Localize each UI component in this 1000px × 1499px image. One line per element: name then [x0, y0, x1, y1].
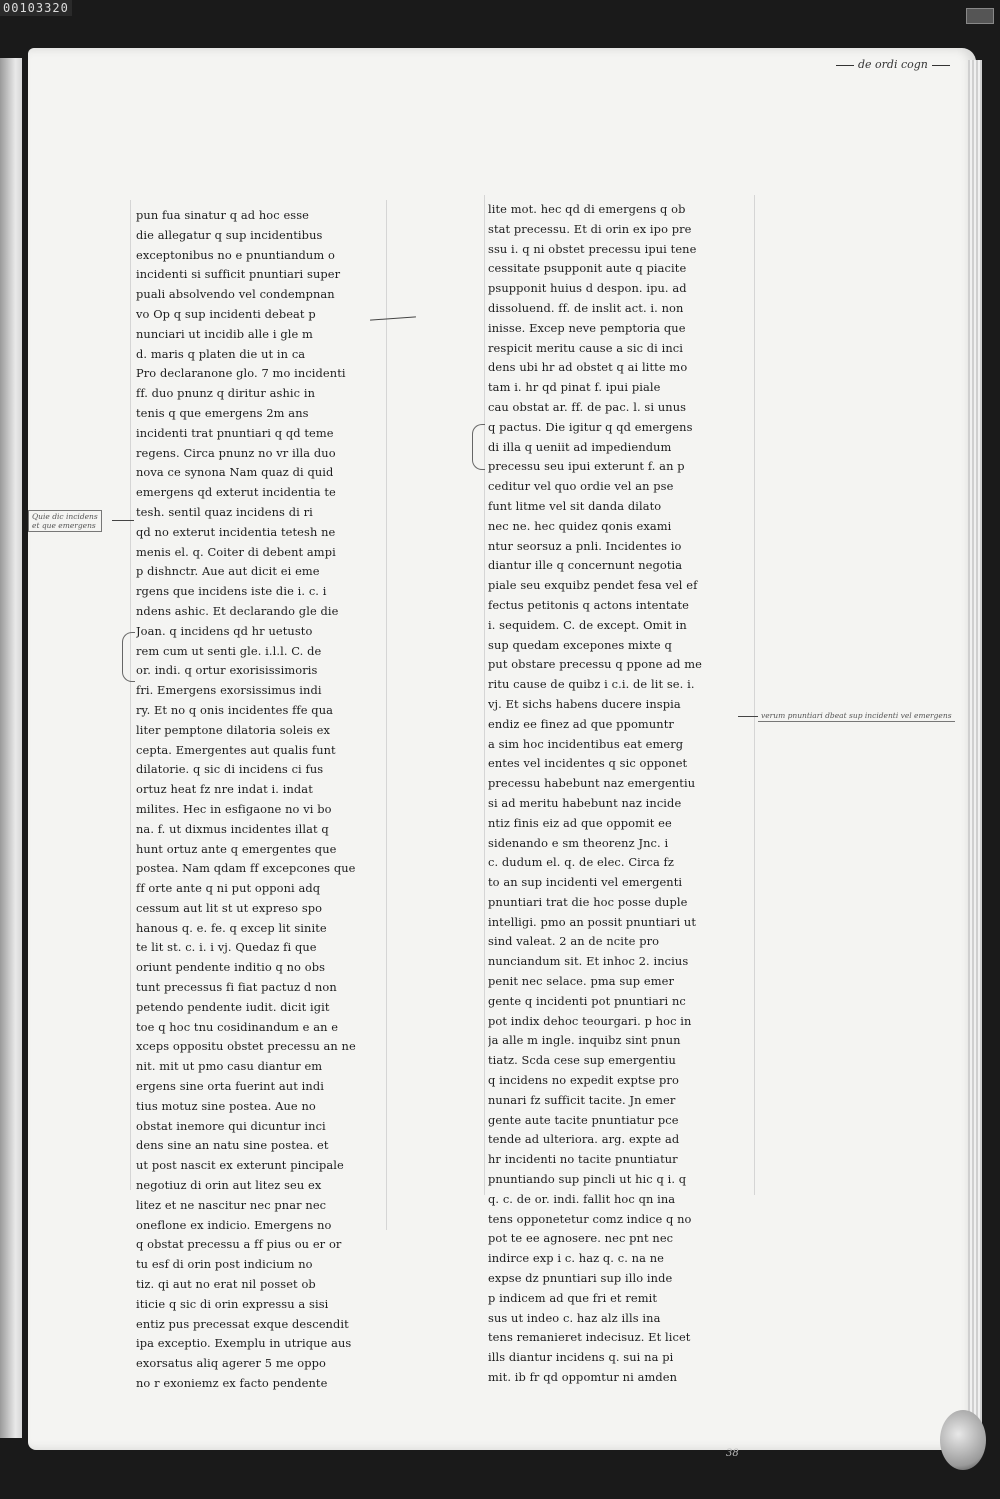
manuscript-line: vj. Et sichs habens ducere inspia — [488, 696, 681, 711]
manuscript-line: rgens que incidens iste die i. c. i — [136, 584, 327, 599]
manuscript-line: precessu seu ipui exterunt f. an p — [488, 459, 685, 474]
manuscript-line: incidenti si sufficit pnuntiari super — [136, 267, 341, 282]
manuscript-line: tesh. sentil quaz incidens di ri — [136, 504, 313, 519]
manuscript-line: nunciandum sit. Et inhoc 2. incius — [488, 954, 689, 969]
manuscript-line: oriunt pendente inditio q no obs — [136, 960, 326, 975]
manuscript-line: pot te ee agnosere. nec pnt nec — [488, 1231, 674, 1246]
manuscript-line: die allegatur q sup incidentibus — [136, 227, 323, 242]
manuscript-line: ceditur vel quo ordie vel an pse — [488, 479, 674, 494]
manuscript-line: dissoluend. ff. de inslit act. i. non — [488, 300, 684, 315]
left-margin-bracket — [122, 632, 135, 682]
manuscript-line: q. c. de or. indi. fallit hoc qn ina — [488, 1191, 676, 1206]
manuscript-line: sus ut indeo c. haz alz ills ina — [488, 1310, 661, 1325]
manuscript-line: Pro declaranone glo. 7 mo incidenti — [136, 366, 346, 381]
manuscript-line: c. dudum el. q. de elec. Circa fz — [488, 855, 674, 870]
manuscript-line: dens sine an natu sine postea. et — [136, 1138, 329, 1153]
manuscript-line: ff. duo pnunz q diritur ashic in — [136, 386, 316, 401]
manuscript-line: tam i. hr qd pinat f. ipui piale — [488, 380, 661, 395]
page-corner-curl — [940, 1410, 986, 1470]
manuscript-line: milites. Hec in esfigaone no vi bo — [136, 801, 332, 816]
manuscript-line: nit. mit ut pmo casu diantur em — [136, 1059, 323, 1074]
manuscript-line: penit nec selace. pma sup emer — [488, 974, 674, 989]
manuscript-line: tunt precessus fi fiat pactuz d non — [136, 980, 337, 995]
manuscript-line: mit. ib fr qd oppomtur ni amden — [488, 1370, 678, 1385]
manuscript-line: sup quedam excepones mixte q — [488, 637, 672, 652]
manuscript-line: gente q incidenti pot pnuntiari nc — [488, 993, 686, 1008]
manuscript-line: petendo pendente iudit. dicit igit — [136, 999, 330, 1014]
manuscript-line: xceps oppositu obstet precessu an ne — [136, 1039, 356, 1054]
margin-note-line: Quie dic incidens — [32, 512, 98, 521]
manuscript-line: exorsatus aliq agerer 5 me oppo — [136, 1356, 326, 1371]
manuscript-line: entes vel incidentes q sic opponet — [488, 756, 688, 771]
manuscript-line: nec ne. hec quidez qonis exami — [488, 518, 672, 533]
manuscript-line: ssu i. q ni obstet precessu ipui tene — [488, 241, 697, 256]
manuscript-line: litez et ne nascitur nec pnar nec — [136, 1197, 327, 1212]
manuscript-line: endiz ee finez ad que ppomuntr — [488, 716, 674, 731]
right-note-pointer — [738, 716, 758, 717]
manuscript-line: tende ad ulteriora. arg. expte ad — [488, 1132, 680, 1147]
manuscript-line: toe q hoc tnu cosidinandum e an e — [136, 1019, 339, 1034]
manuscript-line: piale seu exquibz pendet fesa vel ef — [488, 578, 698, 593]
right-margin-note — [758, 710, 955, 722]
manuscript-line: tu esf di orin post indicium no — [136, 1257, 313, 1272]
manuscript-line: stat precessu. Et di orin ex ipo pre — [488, 221, 692, 236]
manuscript-line: cau obstat ar. ff. de pac. l. si unus — [488, 399, 687, 414]
manuscript-line: postea. Nam qdam ff excepcones que — [136, 861, 356, 876]
manuscript-line: cepta. Emergentes aut qualis funt — [136, 742, 336, 757]
manuscript-line: nunciari ut incidib alle i gle m — [136, 326, 313, 341]
manuscript-line: cessitate psupponit aute q piacite — [488, 261, 687, 276]
manuscript-line: cessum aut lit st ut expreso spo — [136, 900, 323, 915]
manuscript-line: sind valeat. 2 an de ncite pro — [488, 934, 660, 949]
manuscript-line: pun fua sinatur q ad hoc esse — [136, 208, 310, 222]
manuscript-line: pot indix dehoc teourgari. p hoc in — [488, 1013, 692, 1028]
right-column-bracket — [472, 424, 485, 470]
manuscript-line: put obstare precessu q ppone ad me — [488, 657, 702, 672]
manuscript-line: funt litme vel sit danda dilato — [488, 498, 662, 513]
manuscript-line: rem cum ut senti gle. i.l.l. C. de — [136, 643, 322, 658]
manuscript-line: q incidens no expedit exptse pro — [488, 1073, 679, 1088]
manuscript-line: sidenando e sm theorenz Jnc. i — [488, 835, 669, 850]
left-text-column — [136, 206, 382, 1394]
manuscript-line: d. maris q platen die ut in ca — [136, 346, 306, 361]
frame-id-label: 00103320 — [0, 0, 72, 16]
manuscript-line: ut post nascit ex exterunt pincipale — [136, 1158, 344, 1173]
manuscript-line: fri. Emergens exorsissimus indi — [136, 683, 322, 698]
manuscript-line: entiz pus precessat exque descendit — [136, 1316, 349, 1331]
manuscript-line: to an sup incidenti vel emergenti — [488, 875, 683, 890]
manuscript-line: ortuz heat fz nre indat i. indat — [136, 782, 313, 797]
manuscript-line: no r exoniemz ex facto pendente — [136, 1376, 328, 1391]
folio-mark: 38 — [726, 1448, 739, 1459]
manuscript-line: ry. Et no q onis incidentes ffe qua — [136, 702, 334, 717]
manuscript-line: dens ubi hr ad obstet q ai litte mo — [488, 360, 688, 375]
running-head: de ordi cogn — [832, 58, 954, 71]
manuscript-line: vo Op q sup incidenti debeat p — [136, 306, 316, 321]
manuscript-line: nova ce synona Nam quaz di quid — [136, 465, 334, 480]
manuscript-line: indirce exp i c. haz q. c. na ne — [488, 1251, 664, 1266]
manuscript-line: ritu cause de quibz i c.i. de lit se. i. — [488, 677, 695, 692]
margin-note-line: et que emergens — [32, 521, 96, 530]
ruling-line — [386, 200, 387, 1230]
manuscript-line: hr incidenti no tacite pnuntiatur — [488, 1152, 678, 1167]
margin-note-line: verum pnuntiari dbeat sup incidenti vel emergens — [761, 711, 952, 720]
previous-page-edge — [0, 58, 22, 1438]
manuscript-line: q obstat precessu a ff pius ou er or — [136, 1237, 342, 1252]
manuscript-line: exceptonibus no e pnuntiandum o — [136, 247, 335, 262]
manuscript-line: tens opponetetur comz indice q no — [488, 1211, 692, 1226]
manuscript-line: ipa exceptio. Exemplu in utrique aus — [136, 1336, 352, 1351]
manuscript-line: dilatorie. q sic di incidens ci fus — [136, 762, 324, 777]
manuscript-line: ntur seorsuz a pnli. Incidentes io — [488, 538, 682, 553]
manuscript-line: hanous q. e. fe. q excep lit sinite — [136, 920, 327, 935]
manuscript-line: tiatz. Scda cese sup emergentiu — [488, 1053, 676, 1068]
manuscript-line: inisse. Excep neve pemptoria que — [488, 320, 686, 335]
manuscript-line: te lit st. c. i. i vj. Quedaz fi que — [136, 940, 317, 955]
manuscript-line: ff orte ante q ni put opponi adq — [136, 881, 321, 896]
left-note-pointer — [112, 520, 134, 521]
manuscript-line: psupponit huius d despon. ipu. ad — [488, 281, 687, 296]
manuscript-line: diantur ille q concernunt negotia — [488, 558, 683, 573]
manuscript-line: pnuntiari trat die hoc posse duple — [488, 894, 688, 909]
manuscript-line: qd no exterut incidentia tetesh ne — [136, 524, 336, 539]
right-text-column — [488, 200, 750, 1388]
manuscript-line: tenis q que emergens 2m ans — [136, 405, 309, 420]
manuscript-line: ja alle m ingle. inquibz sint pnun — [488, 1033, 681, 1048]
manuscript-line: hunt ortuz ante q emergentes que — [136, 841, 337, 856]
manuscript-line: oneflone ex indicio. Emergens no — [136, 1217, 332, 1232]
manuscript-line: regens. Circa pnunz no vr illa duo — [136, 445, 336, 460]
manuscript-line: tius motuz sine postea. Aue no — [136, 1098, 316, 1113]
manuscript-line: liter pemptone dilatoria soleis ex — [136, 722, 330, 737]
manuscript-line: incidenti trat pnuntiari q qd teme — [136, 425, 334, 440]
manuscript-line: di illa q ueniit ad impediendum — [488, 439, 672, 454]
manuscript-line: emergens qd exterut incidentia te — [136, 485, 336, 500]
manuscript-line: fectus petitonis q actons intentate — [488, 597, 689, 612]
manuscript-line: ills diantur incidens q. sui na pi — [488, 1350, 674, 1365]
manuscript-line: ntiz finis eiz ad que oppomit ee — [488, 815, 672, 830]
manuscript-line: q pactus. Die igitur q qd emergens — [488, 419, 693, 434]
manuscript-line: pnuntiando sup pincli ut hic q i. q — [488, 1172, 687, 1187]
manuscript-line: ndens ashic. Et declarando gle die — [136, 603, 339, 618]
ruling-line — [130, 200, 131, 1190]
manuscript-line: puali absolvendo vel condempnan — [136, 287, 335, 302]
page-stack-edges — [968, 60, 982, 1440]
manuscript-line: nunari fz sufficit tacite. Jn emer — [488, 1092, 676, 1107]
manuscript-line: or. indi. q ortur exorisissimoris — [136, 663, 318, 678]
manuscript-line: a sim hoc incidentibus eat emerg — [488, 736, 684, 751]
manuscript-line: obstat inemore qui dicuntur inci — [136, 1118, 326, 1133]
manuscript-line: p indicem ad que fri et remit — [488, 1290, 658, 1305]
manuscript-line: lite mot. hec qd di emergens q ob — [488, 202, 686, 216]
manuscript-line: si ad meritu habebunt naz incide — [488, 795, 682, 810]
manuscript-line: i. sequidem. C. de except. Omit in — [488, 617, 687, 632]
manuscript-line: tiz. qi aut no erat nil posset ob — [136, 1277, 316, 1292]
manuscript-line: p dishnctr. Aue aut dicit ei eme — [136, 564, 320, 579]
manuscript-line: Joan. q incidens qd hr uetusto — [136, 623, 313, 638]
film-corner-mark — [966, 8, 994, 24]
ruling-line — [754, 195, 755, 1195]
manuscript-line: gente aute tacite pnuntiatur pce — [488, 1112, 679, 1127]
manuscript-line: iticie q sic di orin expressu a sisi — [136, 1296, 329, 1311]
manuscript-line: negotiuz di orin aut litez seu ex — [136, 1178, 322, 1193]
manuscript-line: tens remanieret indecisuz. Et licet — [488, 1330, 691, 1345]
manuscript-line: precessu habebunt naz emergentiu — [488, 776, 696, 791]
manuscript-line: ergens sine orta fuerint aut indi — [136, 1079, 324, 1094]
manuscript-line: respicit meritu cause a sic di inci — [488, 340, 684, 355]
ruling-line — [484, 195, 485, 1195]
manuscript-line: menis el. q. Coiter di debent ampi — [136, 544, 336, 559]
manuscript-line: expse dz pnuntiari sup illo inde — [488, 1271, 673, 1286]
manuscript-line: na. f. ut dixmus incidentes illat q — [136, 821, 329, 836]
manuscript-line: intelligi. pmo an possit pnuntiari ut — [488, 914, 697, 929]
left-margin-note — [28, 510, 102, 532]
